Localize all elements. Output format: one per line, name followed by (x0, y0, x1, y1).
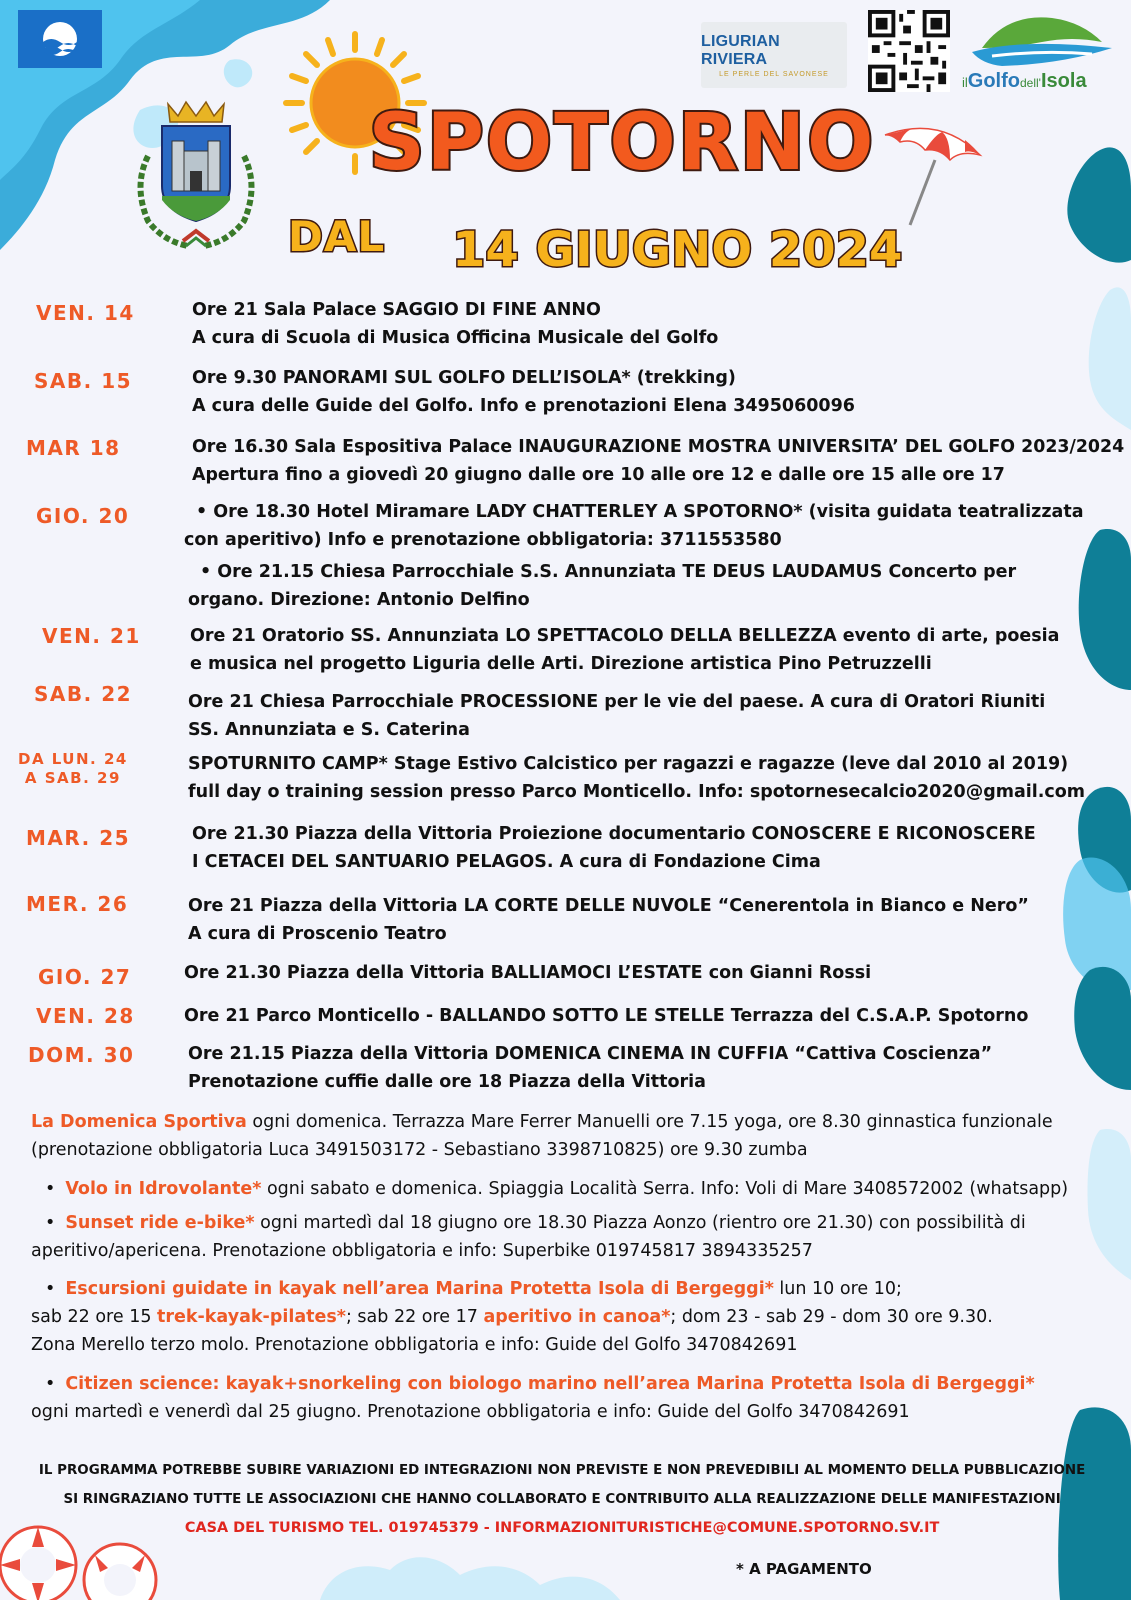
event-line: Ore 21.15 Piazza della Vittoria DOMENICA CINEMA IN CUFFIA “Cattiva Coscienza” (188, 1044, 993, 1064)
bullet-icon: • (45, 1279, 56, 1299)
event-day-range (18, 750, 128, 788)
beach-umbrella-illustration (880, 120, 990, 230)
event-day: SAB. 22 (34, 682, 133, 706)
event-day: GIO. 20 (36, 504, 130, 528)
spotorno-coat-of-arms (128, 96, 264, 256)
page-title: SPOTORNO (368, 98, 876, 188)
event-description (184, 1002, 1028, 1030)
event-day-start: DA LUN. 24 (18, 750, 128, 768)
ligurian-riviera-logo (701, 22, 847, 88)
info-highlight: trek-kayak-pilates* (157, 1307, 346, 1327)
event-day-end: A SAB. 29 (24, 769, 121, 787)
info-text: Zona Merello terzo molo. Prenotazione obbligatoria e info: Guide del Golfo 3470842691 (31, 1335, 798, 1355)
blue-flag-logo (18, 10, 102, 68)
qr-code-icon[interactable] (868, 10, 950, 92)
event-description (190, 622, 1059, 678)
event-line: Ore 21.30 Piazza della Vittoria BALLIAMOCI L’ESTATE con Gianni Rossi (184, 963, 872, 983)
info-text: aperitivo/apericena. Prenotazione obbligatoria e info: Superbike 019745817 3894335257 (31, 1241, 813, 1261)
event-line: Ore 21 Oratorio SS. Annunziata LO SPETTACOLO DELLA BELLEZZA evento di arte, poesia (190, 626, 1060, 646)
event-line: organo. Direzione: Antonio Delfino (188, 590, 530, 610)
info-text: ogni martedì dal 18 giugno ore 18.30 Piazza Aonzo (rientro ore 21.30) con possibilità di (254, 1213, 1026, 1233)
payment-note: * A PAGAMENTO (736, 1560, 872, 1578)
info-highlight: La Domenica Sportiva (31, 1112, 247, 1132)
golfo-dell: dell' (1020, 76, 1041, 90)
event-description (192, 364, 855, 420)
event-line: Ore 16.30 Sala Espositiva Palace INAUGURAZIONE MOSTRA UNIVERSITA’ DEL GOLFO 2023/2024 (192, 437, 1125, 457)
info-sunset-ride (31, 1209, 1026, 1265)
info-highlight: Citizen science: kayak+snorkeling con biologo marino nell’area Marina Protetta Isola di Bergeggi* (65, 1374, 1035, 1394)
golfo-isola-wordmark (962, 70, 1122, 93)
info-highlight: Volo in Idrovolante* (65, 1179, 262, 1199)
event-line: A cura delle Guide del Golfo. Info e prenotazioni Elena 3495060096 (192, 396, 855, 416)
info-kayak (31, 1275, 993, 1359)
event-day: VEN. 14 (36, 301, 135, 325)
event-day: GIO. 27 (38, 965, 132, 989)
event-line: • Ore 18.30 Hotel Miramare LADY CHATTERLEY A SPOTORNO* (visita guidata teatralizzata (196, 502, 1084, 522)
event-description (188, 1040, 992, 1096)
footer-contact[interactable]: CASA DEL TURISMO TEL. 019745379 - INFORMAZIONITURISTICHE@COMUNE.SPOTORNO.SV.IT (184, 1520, 940, 1536)
event-line: A cura di Proscenio Teatro (188, 924, 447, 944)
event-line: Ore 21 Sala Palace SAGGIO DI FINE ANNO (192, 300, 601, 320)
event-line: Ore 21 Chiesa Parrocchiale PROCESSIONE per le vie del paese. A cura di Oratori Riuniti (188, 692, 1046, 712)
event-line: Ore 9.30 PANORAMI SUL GOLFO DELL’ISOLA* (trekking) (192, 368, 736, 388)
event-line: con aperitivo) Info e prenotazione obbligatoria: 3711553580 (184, 530, 782, 550)
event-description (184, 959, 871, 987)
ligurian-riviera-title: LIGURIAN RIVIERA (701, 32, 780, 68)
info-text: ; dom 23 - sab 29 - dom 30 ore 9.30. (670, 1307, 993, 1327)
event-description (192, 433, 1124, 489)
info-text: ogni domenica. Terrazza Mare Ferrer Manuelli ore 7.15 yoga, ore 8.30 ginnastica funzionale (246, 1112, 1053, 1132)
event-day: SAB. 15 (34, 369, 133, 393)
info-volo-idrovolante (31, 1175, 1068, 1203)
event-description (192, 296, 718, 352)
golfo-il: il (962, 75, 968, 90)
event-description (188, 688, 1045, 744)
event-line: SS. Annunziata e S. Caterina (188, 720, 470, 740)
info-text: ; sab 22 ore 17 (345, 1307, 484, 1327)
event-description (188, 750, 1085, 806)
bullet-icon: • (45, 1213, 56, 1233)
footer-thanks: SI RINGRAZIANO TUTTE LE ASSOCIAZIONI CHE HANNO COLLABORATO E CONTRIBUITO ALLA REALIZZAZIONE DELLE MANIFESTAZIONI (63, 1491, 1061, 1507)
event-line: Prenotazione cuffie dalle ore 18 Piazza della Vittoria (188, 1072, 706, 1092)
event-line: SPOTURNITO CAMP* Stage Estivo Calcistico per ragazzi e ragazze (leve dal 2010 al 2019) (188, 754, 1069, 774)
event-line: Apertura fino a giovedì 20 giugno dalle ore 10 alle ore 12 e dalle ore 15 alle ore 17 (192, 465, 1005, 485)
info-highlight: Escursioni guidate in kayak nell’area Marina Protetta Isola di Bergeggi* (65, 1279, 774, 1299)
bullet-icon: • (45, 1179, 56, 1199)
event-line: A cura di Scuola di Musica Officina Musicale del Golfo (192, 328, 719, 348)
footer-disclaimer: IL PROGRAMMA POTREBBE SUBIRE VARIAZIONI ED INTEGRAZIONI NON PREVISTE E NON PREVEDIBILI AL MOMENTO DELLA PUBBLICAZIONE (38, 1462, 1086, 1478)
info-highlight: Sunset ride e-bike* (65, 1213, 255, 1233)
event-day: MER. 26 (26, 892, 129, 916)
event-line: Ore 21 Parco Monticello - BALLANDO SOTTO LE STELLE Terrazza del C.S.A.P. Spotorno (184, 1006, 1029, 1026)
info-citizen-science (31, 1370, 1035, 1426)
bullet-icon: • (45, 1374, 56, 1394)
info-text: (prenotazione obbligatoria Luca 3491503172 - Sebastiano 3398710825) ore 9.30 zumba (31, 1140, 808, 1160)
event-day: MAR 18 (26, 436, 121, 460)
event-line: I CETACEI DEL SANTUARIO PELAGOS. A cura di Fondazione Cima (192, 852, 821, 872)
event-day: VEN. 28 (36, 1004, 135, 1028)
water-splash-right (1040, 130, 1131, 1600)
start-date: 14 GIUGNO 2024 (452, 222, 903, 278)
water-splash-bottom (300, 1530, 660, 1600)
golfo-golfo: Golfo (967, 70, 1020, 92)
info-text: lun 10 ore 10; (773, 1279, 902, 1299)
dal-label: DAL (288, 212, 386, 261)
golfo-isola: Isola (1040, 70, 1087, 92)
event-day: DOM. 30 (28, 1043, 135, 1067)
event-description (192, 820, 1036, 876)
info-text: ogni martedì e venerdì dal 25 giugno. Prenotazione obbligatoria e info: Guide del Golfo 3470842691 (31, 1402, 910, 1422)
event-day: MAR. 25 (26, 826, 131, 850)
info-text: ogni sabato e domenica. Spiaggia Località Serra. Info: Voli di Mare 3408572002 (whatsapp) (261, 1179, 1069, 1199)
ligurian-riviera-subtitle: LE PERLE DEL SAVONESE (719, 70, 829, 78)
info-domenica-sportiva (31, 1108, 1053, 1164)
event-line: Ore 21.30 Piazza della Vittoria Proiezione documentario CONOSCERE E RICONOSCERE (192, 824, 1036, 844)
info-highlight: aperitivo in canoa* (483, 1307, 671, 1327)
event-description (188, 892, 1029, 948)
event-description (184, 498, 1084, 614)
event-line: e musica nel progetto Liguria delle Arti. Direzione artistica Pino Petruzzelli (190, 654, 932, 674)
event-line: full day o training session presso Parco Monticello. Info: spotornesecalcio2020@gmail.com (188, 782, 1086, 802)
event-line: Ore 21 Piazza della Vittoria LA CORTE DELLE NUVOLE “Cenerentola in Bianco e Nero” (188, 896, 1029, 916)
info-text: sab 22 ore 15 (31, 1307, 158, 1327)
event-line: • Ore 21.15 Chiesa Parrocchiale S.S. Annunziata TE DEUS LAUDAMUS Concerto per (200, 562, 1017, 582)
event-day: VEN. 21 (42, 624, 141, 648)
